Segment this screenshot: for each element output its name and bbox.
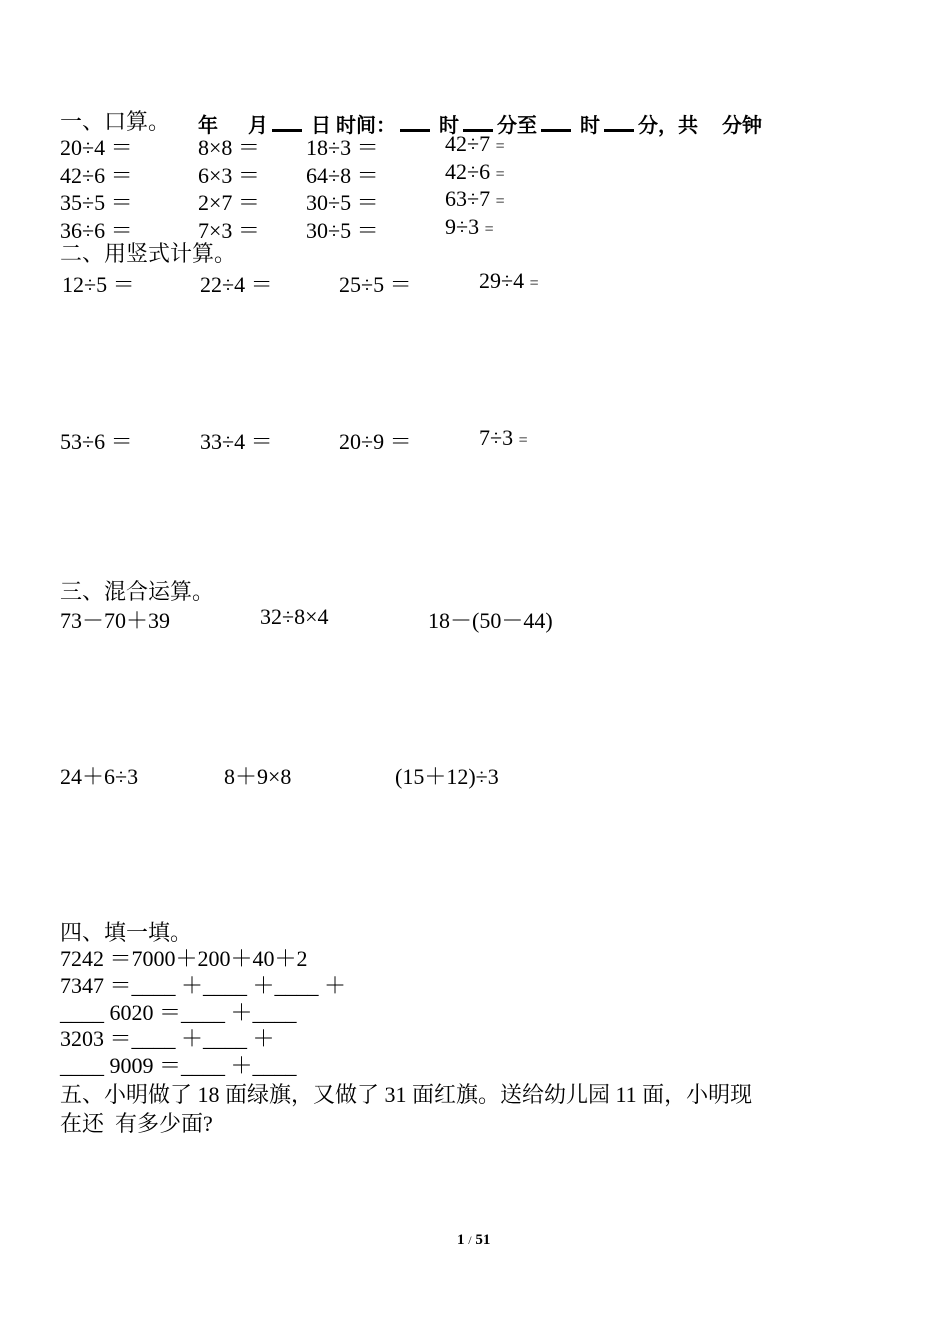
s1-r3-c4-expr: 63÷7 (445, 186, 491, 211)
s3-r1-c1: 73－70＋39 (60, 608, 171, 633)
s1-r4-c3: 30÷5 ＝ (306, 218, 379, 243)
page-sep: / (468, 1233, 472, 1247)
section2-title: 二、用竖式计算。 (60, 241, 237, 266)
s2-r2-c4 (479, 425, 528, 451)
s1-r2-c3: 64÷8 ＝ (306, 163, 379, 188)
s1-r3-c4-eq: = (495, 193, 505, 210)
s1-r2-c2: 6×3 ＝ (198, 163, 260, 188)
s4-line-5: ____ 9009 ＝____ ＋____ (60, 1053, 297, 1078)
s2-r2-c4-eq: = (518, 432, 528, 449)
s3-r2-c2: 8＋9×8 (224, 764, 292, 789)
min-to-label: 分至 (497, 115, 537, 137)
section5-line-1: 五、小明做了 18 面绿旗，又做了 31 面红旗。送给幼儿园 11 面，小明现 (60, 1082, 753, 1107)
s1-r4-c4-eq: = (484, 221, 494, 238)
page-current: 1 (457, 1232, 465, 1248)
s2-r1-c1: 12÷5 ＝ (62, 272, 135, 297)
month-blank (272, 127, 302, 132)
s1-r1-c3: 18÷3 ＝ (306, 135, 379, 160)
section3-title: 三、混合运算。 (60, 579, 215, 604)
hour-label-1: 时 (439, 115, 459, 137)
s1-r3-c2: 2×7 ＝ (198, 190, 260, 215)
s1-r3-c3: 30÷5 ＝ (306, 190, 379, 215)
s2-r2-c1: 53÷6 ＝ (60, 429, 133, 454)
year-label: 年 (198, 115, 218, 137)
s2-r1-c3: 25÷5 ＝ (339, 272, 412, 297)
s1-r1-c4 (445, 131, 505, 157)
s1-r4-c2: 7×3 ＝ (198, 218, 260, 243)
min-blank-2 (604, 127, 634, 132)
s4-line-1: 7242 ＝7000＋200＋40＋2 (60, 946, 308, 971)
s2-r2-c4-expr: 7÷3 (479, 425, 514, 450)
hour-blank-1 (400, 127, 430, 132)
s1-r2-c4 (445, 159, 505, 185)
s2-r1-c4 (479, 268, 539, 294)
section4-title: 四、填一填。 (60, 920, 193, 945)
hour-label-2: 时 (580, 115, 600, 137)
s4-line-2: 7347 ＝____ ＋____ ＋____ ＋ (60, 973, 347, 998)
s2-r1-c4-eq: = (529, 275, 539, 292)
minutes-label: 分钟 (722, 115, 762, 137)
s1-r2-c4-expr: 42÷6 (445, 159, 491, 184)
s1-r2-c4-eq: = (495, 166, 505, 183)
page-total: 51 (475, 1232, 491, 1248)
time-label: 时间： (336, 115, 396, 137)
s2-r2-c2: 33÷4 ＝ (200, 429, 273, 454)
s1-r4-c4-expr: 9÷3 (445, 214, 480, 239)
s3-r2-c3: (15＋12)÷3 (395, 764, 499, 789)
day-label: 日 (311, 115, 331, 137)
s2-r1-c4-expr: 29÷4 (479, 268, 525, 293)
s2-r2-c3: 20÷9 ＝ (339, 429, 412, 454)
s1-r3-c4 (445, 186, 505, 212)
s4-line-3: ____ 6020 ＝____ ＋____ (60, 1000, 297, 1025)
hour-blank-2 (541, 127, 571, 132)
min-total-label: 分，共 (638, 115, 698, 137)
s4-line-4: 3203 ＝____ ＋____ ＋ (60, 1026, 275, 1051)
s1-r1-c2: 8×8 ＝ (198, 135, 260, 160)
s1-r3-c1: 35÷5 ＝ (60, 190, 133, 215)
s3-r1-c3: 18－(50－44) (428, 608, 553, 633)
s1-r4-c1: 36÷6 ＝ (60, 218, 133, 243)
section5-line-2: 在还 有多少面? (60, 1111, 213, 1136)
s1-r2-c1: 42÷6 ＝ (60, 163, 133, 188)
s1-r1-c1: 20÷4 ＝ (60, 135, 133, 160)
s1-r1-c4-eq: = (495, 138, 505, 155)
s3-r2-c1: 24＋6÷3 (60, 764, 139, 789)
month-label: 月 (248, 115, 268, 137)
s2-r1-c2: 22÷4 ＝ (200, 272, 273, 297)
s1-r1-c4-expr: 42÷7 (445, 131, 491, 156)
s1-r4-c4 (445, 214, 494, 240)
s3-r1-c2: 32÷8×4 (260, 604, 329, 629)
page-number (457, 1232, 490, 1249)
section1-title: 一、口算。 (60, 109, 171, 134)
